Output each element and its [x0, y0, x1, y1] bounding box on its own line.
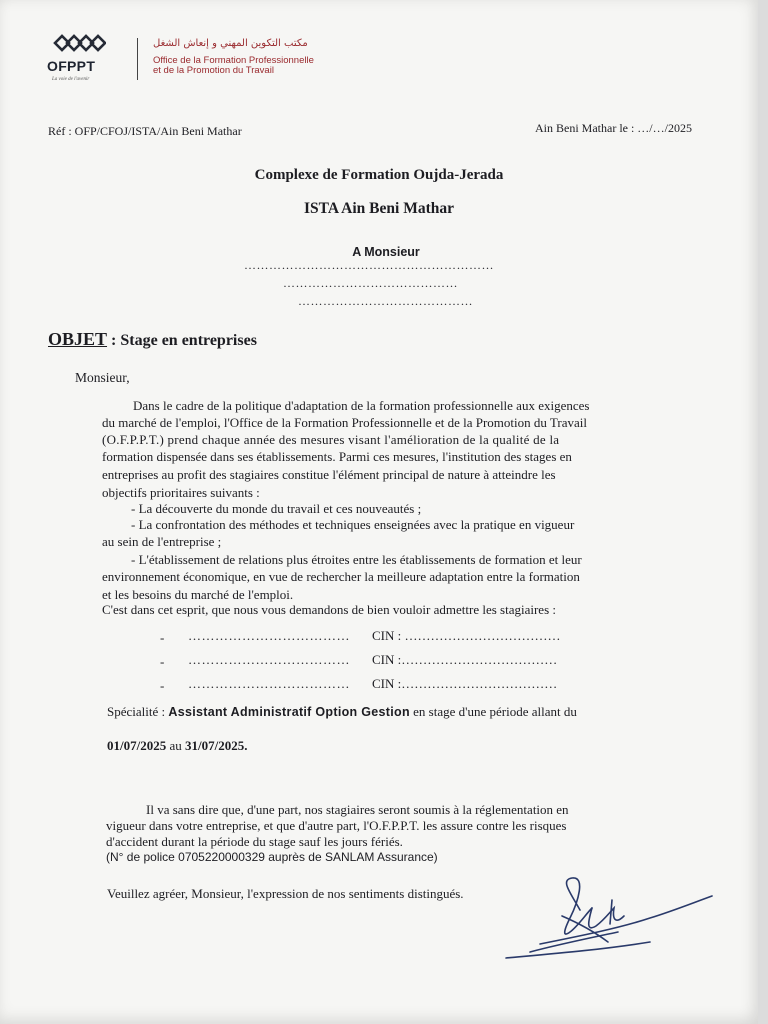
specialty-label: Spécialité :: [107, 704, 166, 719]
trainee-cin-field: CIN : ………………………………: [372, 628, 561, 643]
logo-tagline: La voie de l'avenir: [52, 77, 90, 82]
trainee-cin-field: CIN :………………………………: [372, 676, 558, 691]
specialty-line: [107, 704, 577, 720]
header-divider: [137, 38, 138, 80]
salutation: Monsieur,: [75, 370, 130, 385]
office-name-line1: Office de la Formation Professionnelle: [153, 55, 314, 66]
closing-regards: Veuillez agréer, Monsieur, l'expression de nos sentiments distingués.: [107, 886, 464, 901]
body-line: C'est dans cet esprit, que nous vous demandons de bien vouloir admettre les stagiaires :: [102, 602, 556, 617]
closing-line: d'accident durant la période du stage sauf les jours fériés.: [106, 834, 403, 849]
objective-item: - L'établissement de relations plus étroites entre les établissements de formation et leur: [131, 552, 582, 567]
internship-period: [107, 738, 248, 754]
body-line: entreprises au profit des stagiaires constitue l'élément principal de nature à atteindre les: [102, 467, 556, 482]
specialty-text: en stage d'une période allant du: [413, 704, 577, 719]
body-line: Dans le cadre de la politique d'adaptation de la formation professionnelle aux exigences: [133, 398, 590, 413]
trainee-cin-field: CIN :………………………………: [372, 652, 558, 667]
subject-line: [48, 329, 257, 350]
trainee-bullet: -: [160, 630, 165, 645]
body-line: formation dispensée dans ses établissements. Parmi ces mesures, l'institution des stages en: [102, 449, 572, 464]
trainee-bullet: -: [160, 678, 165, 693]
body-line: (O.F.P.P.T.) prend chaque année des mesures visant l'amélioration de la qualité de la: [102, 432, 560, 447]
objective-item-cont: environnement économique, en vue de rechercher la meilleure adaptation entre la formation: [102, 569, 580, 584]
period-connector: au: [169, 738, 182, 753]
objective-item: - La confrontation des méthodes et techniques enseignées avec la pratique en vigueur: [131, 517, 575, 532]
office-name-arabic: مكتب التكوين المهني و إنعاش الشغل: [153, 38, 308, 49]
date-line: Ain Beni Mathar le : …/…/2025: [535, 121, 692, 135]
office-name-french: [153, 56, 314, 76]
trainee-name-field: ………………………………: [188, 628, 350, 643]
closing-line: Il va sans dire que, d'une part, nos stagiaires seront soumis à la réglementation en: [146, 802, 569, 817]
insurance-policy: (N° de police 0705220000329 auprès de SANLAM Assurance): [106, 850, 438, 864]
objective-item: - La découverte du monde du travail et ces nouveautés ;: [131, 501, 422, 516]
specialty-value: Assistant Administratif Option Gestion: [168, 705, 410, 719]
office-name-line2: et de la Promotion du Travail: [153, 65, 274, 76]
objective-item-cont: et les besoins du marché de l'emploi.: [102, 587, 294, 602]
body-line: objectifs prioritaires suivants :: [102, 485, 260, 500]
trainee-bullet: -: [160, 654, 165, 669]
recipient-line-2: ……………………………………: [283, 276, 458, 290]
reference-number: Réf : OFP/CFOJ/ISTA/Ain Beni Mathar: [48, 124, 242, 138]
start-date: 01/07/2025: [107, 738, 167, 753]
end-date: 31/07/2025.: [185, 738, 248, 753]
closing-line: vigueur dans votre entreprise, et que d'autre part, l'O.F.P.P.T. les assure contre les risques: [106, 818, 567, 833]
institute-title: ISTA Ain Beni Mathar: [303, 200, 454, 217]
ofppt-logo-icon: [52, 31, 106, 60]
signature-icon: [500, 872, 720, 967]
subject-label: OBJET: [48, 329, 108, 349]
subject-text: : Stage en entreprises: [111, 332, 257, 349]
objective-item-cont: au sein de l'entreprise ;: [102, 534, 222, 549]
body-line: du marché de l'emploi, l'Office de la Formation Professionnelle et de la Promotion du Travail: [102, 415, 587, 430]
logo-text: OFPPT: [47, 58, 96, 74]
recipient-line-1: ……………………………………………………: [244, 258, 494, 272]
recipient-line-3: ……………………………………: [298, 294, 473, 308]
trainee-name-field: ………………………………: [188, 652, 350, 667]
recipient-heading: A Monsieur: [352, 245, 420, 259]
complex-title: Complexe de Formation Oujda-Jerada: [254, 167, 504, 183]
trainee-name-field: ………………………………: [188, 676, 350, 691]
